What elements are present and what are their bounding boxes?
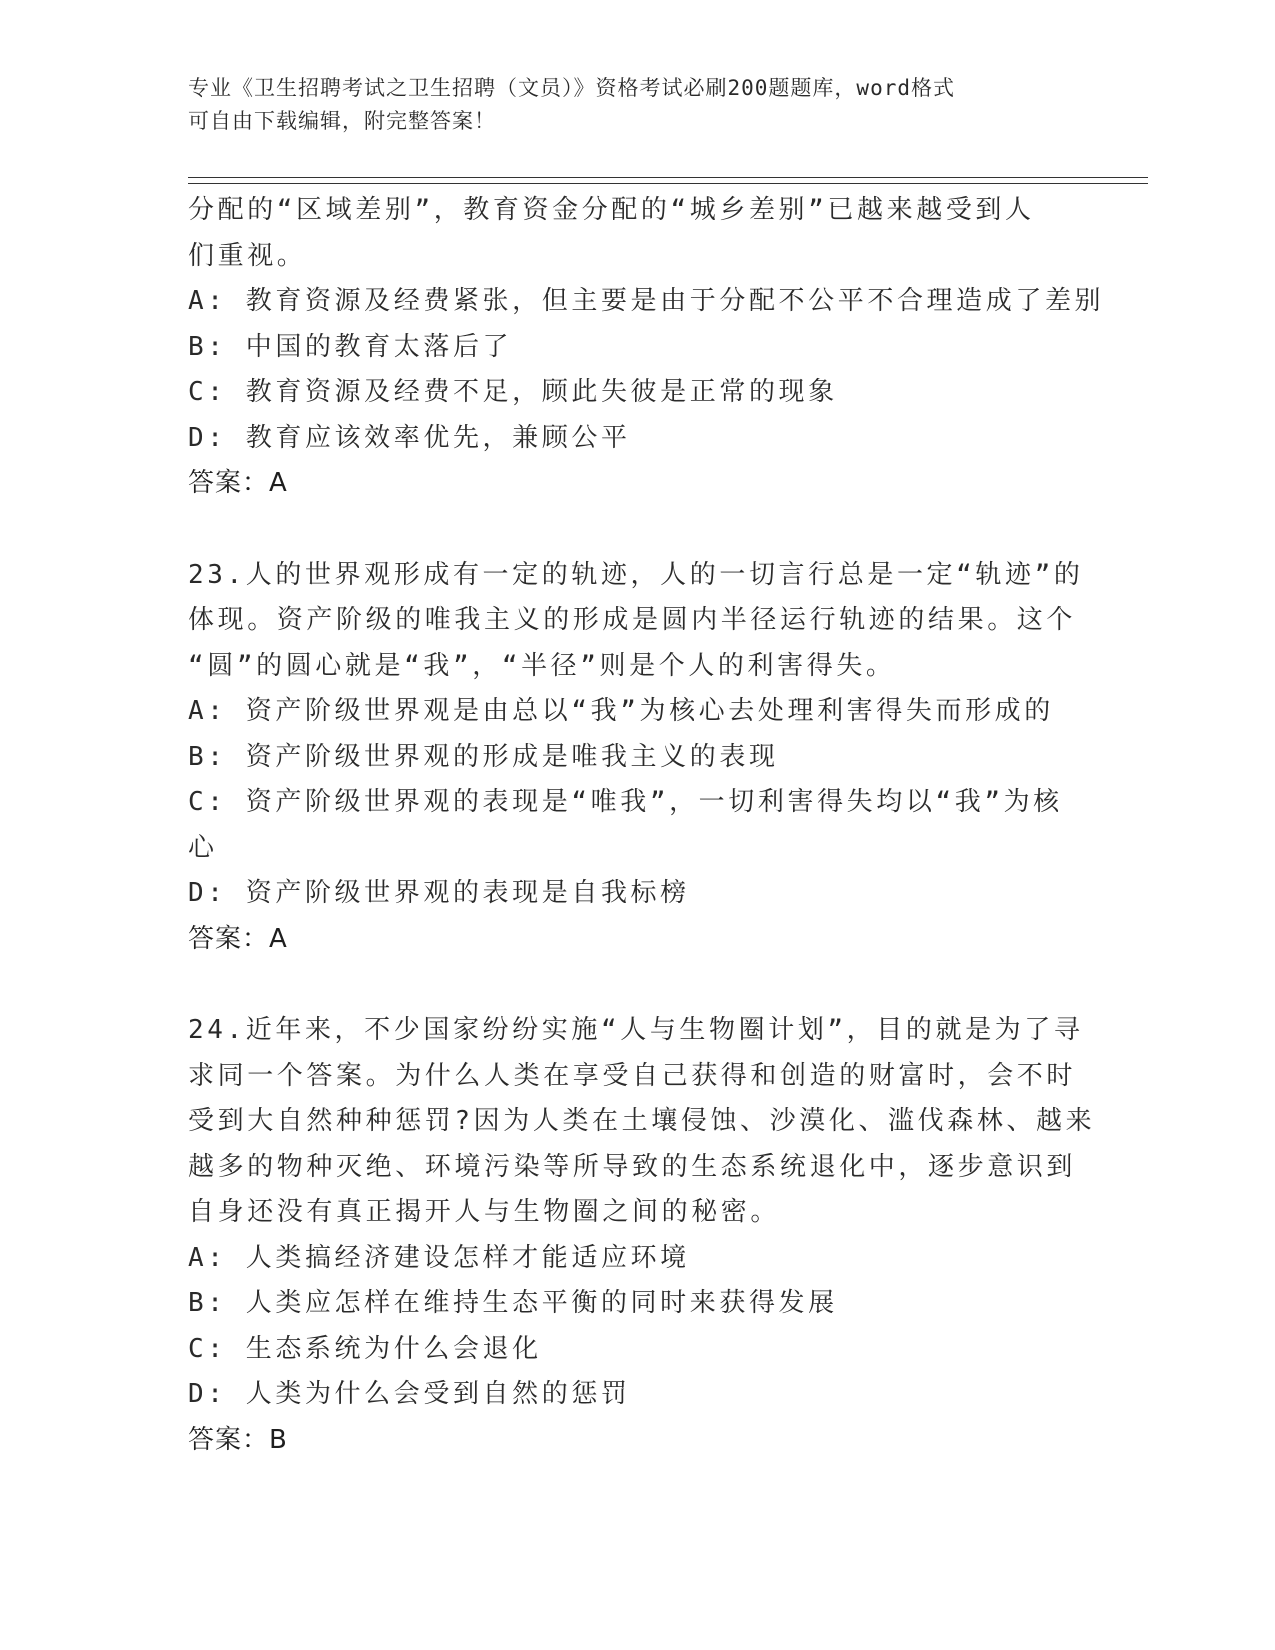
header-line: 专业《卫生招聘考试之卫生招聘（文员）》资格考试必刷200题题库，word格式 bbox=[188, 76, 955, 100]
option-d: D: 资产阶级世界观的表现是自我标榜 bbox=[188, 878, 690, 908]
option-c: C: 教育资源及经费不足，顾此失彼是正常的现象 bbox=[188, 377, 838, 407]
option-b: B: 人类应怎样在维持生态平衡的同时来获得发展 bbox=[188, 1288, 838, 1318]
header-rule-bottom bbox=[188, 183, 1148, 184]
header-line: 可自由下载编辑，附完整答案！ bbox=[188, 109, 496, 133]
page-header bbox=[188, 72, 1088, 138]
option-d: D: 教育应该效率优先，兼顾公平 bbox=[188, 422, 631, 453]
option-c: C: 生态系统为什么会退化 bbox=[188, 1333, 542, 1364]
option-c-continued: 心 bbox=[188, 832, 218, 863]
question-stem-line: 自身还没有真正揭开人与生物圈之间的秘密。 bbox=[188, 1197, 781, 1227]
question-stem-line: 24.近年来，不少国家纷纷实施“人与生物圈计划”，目的就是为了寻 bbox=[188, 1015, 1084, 1045]
question-stem-line: 越多的物种灭绝、环境污染等所导致的生态系统退化中，逐步意识到 bbox=[188, 1151, 1077, 1182]
question-block bbox=[188, 188, 1105, 507]
question-list bbox=[188, 188, 1105, 1463]
question-stem-line: 23.人的世界观形成有一定的轨迹，人的一切言行总是一定“轨迹”的 bbox=[188, 559, 1084, 590]
question-block bbox=[188, 553, 1084, 963]
header-rule-top bbox=[188, 177, 1148, 178]
question-stem-line: 分配的“区域差别”，教育资金分配的“城乡差别”已越来越受到人 bbox=[188, 195, 1035, 225]
option-a: A: 资产阶级世界观是由总以“我”为核心去处理利害得失而形成的 bbox=[188, 696, 1054, 726]
question-stem-line: 受到大自然种种惩罚?因为人类在土壤侵蚀、沙漠化、滥伐森林、越来 bbox=[188, 1106, 1096, 1136]
question-stem-line: 们重视。 bbox=[188, 240, 307, 271]
spacer bbox=[188, 962, 1068, 1008]
answer-line: 答案：B bbox=[188, 1424, 288, 1455]
option-b: B: 资产阶级世界观的形成是唯我主义的表现 bbox=[188, 741, 779, 772]
question-stem-line: 体现。资产阶级的唯我主义的形成是圆内半径运行轨迹的结果。这个 bbox=[188, 605, 1077, 635]
option-d: D: 人类为什么会受到自然的惩罚 bbox=[188, 1379, 631, 1409]
option-a: A: 人类搞经济建设怎样才能适应环境 bbox=[188, 1242, 690, 1273]
answer-line: 答案：A bbox=[188, 468, 288, 498]
spacer bbox=[188, 507, 1068, 553]
option-a: A: 教育资源及经费紧张，但主要是由于分配不公平不合理造成了差别 bbox=[188, 286, 1105, 316]
question-stem-line: 求同一个答案。为什么人类在享受自己获得和创造的财富时，会不时 bbox=[188, 1060, 1077, 1091]
question-stem-line: “圆”的圆心就是“我”，“半径”则是个人的利害得失。 bbox=[188, 650, 896, 681]
option-c: C: 资产阶级世界观的表现是“唯我”，一切利害得失均以“我”为核 bbox=[188, 787, 1063, 817]
option-b: B: 中国的教育太落后了 bbox=[188, 331, 513, 362]
question-block bbox=[188, 1008, 1096, 1463]
answer-line: 答案：A bbox=[188, 923, 288, 954]
